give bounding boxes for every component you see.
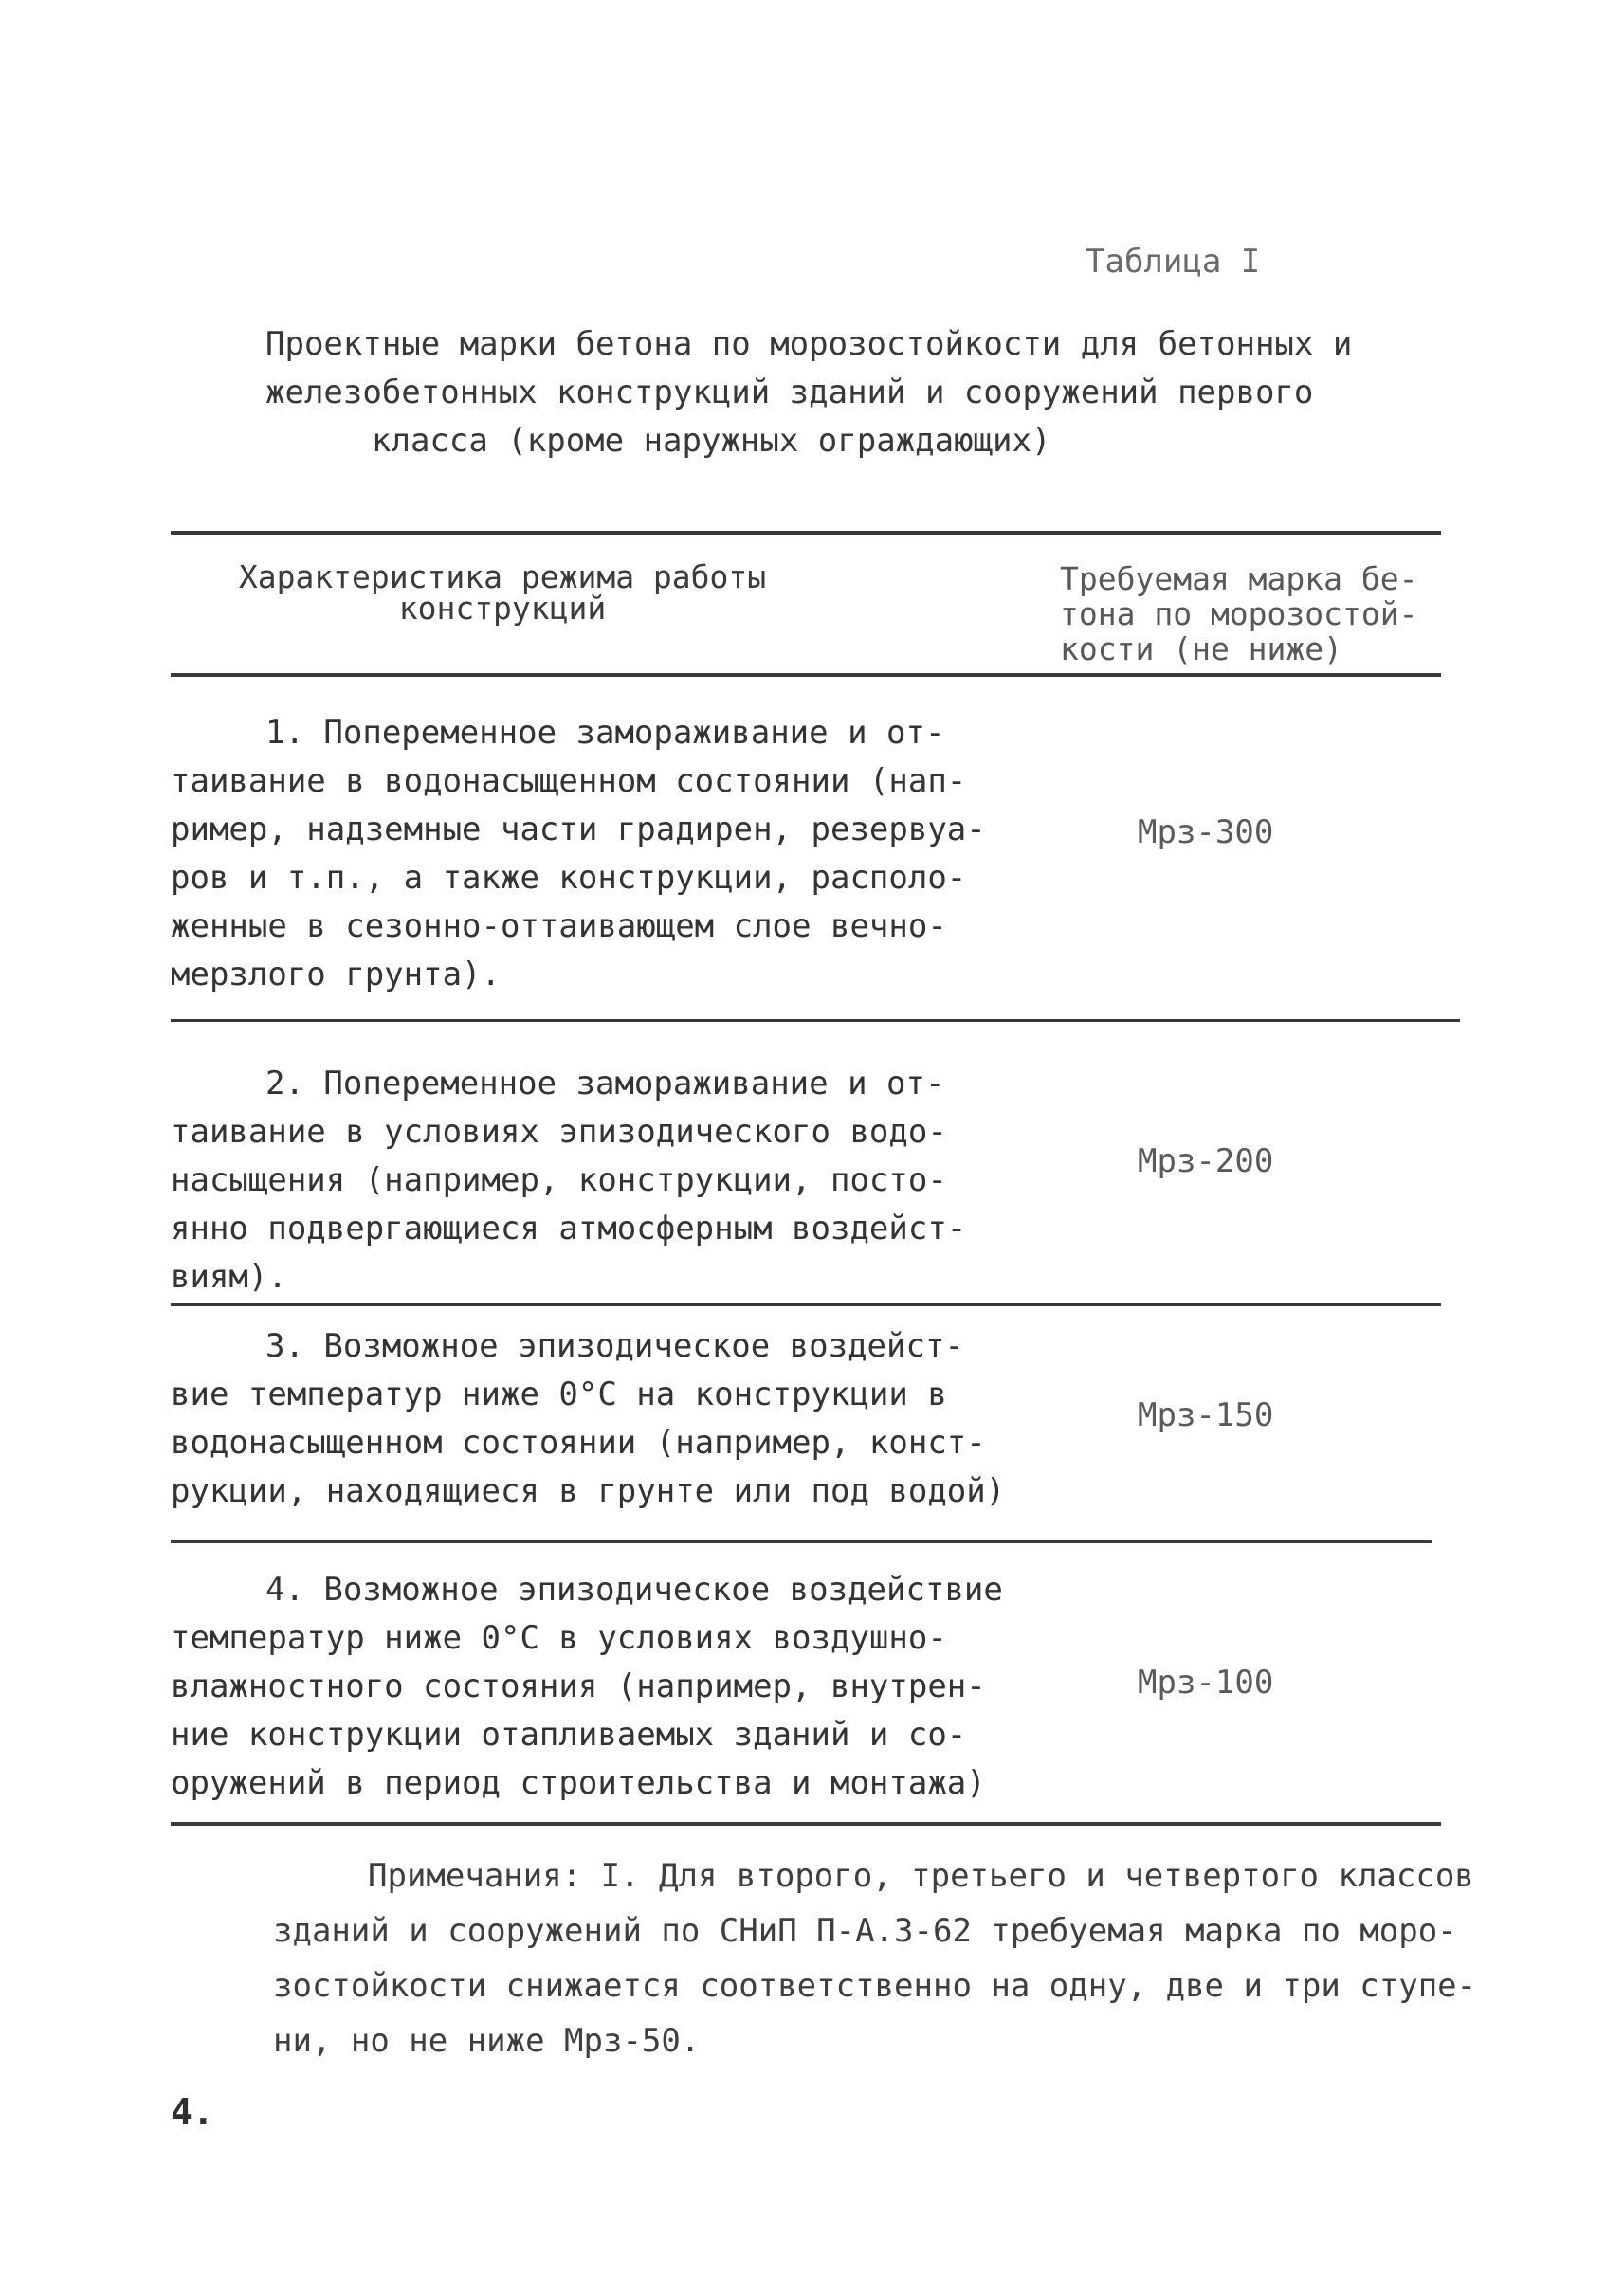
table-title <box>265 320 1352 465</box>
table-row: 2. Попеременное замораживание и от- таивание в условиях эпизодического водо- насыщения (например, конструкции, посто- янно подвергающиеся атмосферным воздейст- виям). <box>171 1065 967 1296</box>
column-header-characteristic: Характеристика режима работы конструкций <box>238 558 767 627</box>
table-row: 1. Попеременное замораживание и от- таивание в водонасыщенном состоянии (нап- ример, надземные части градирен, резервуа- ров и т.п., а также конструкции, располо- женные в сезонно-оттаивающем слое вечно- мерзлого грунта). <box>171 714 986 993</box>
table-bottom-rule <box>171 1822 1441 1826</box>
notes: Примечания: I. Для второго, третьего и четвертого классов зданий и сооружений по СНиП П-А.3-62 требуемая марка по моро- зостойкости снижается соответственно на одну, две и три ступе- ни, но не ниже Мрз-50. <box>273 1857 1477 2060</box>
column-header-required-grade: Требуемая марка бе- тона по морозостой- кости (не ниже) <box>1060 560 1418 667</box>
page-number: 4. <box>171 2091 214 2133</box>
grade-cell: Мрз-300 <box>1138 813 1274 851</box>
table-row: 4. Возможное эпизодическое воздействие температур ниже 0°С в условиях воздушно- влажностного состояния (например, внутрен- ние конструкции отапливаемых зданий и со- оружений в период строительства и монтажа) <box>171 1571 1003 1802</box>
title-line: железобетонных конструкций зданий и сооружений первого <box>265 373 1314 411</box>
row-divider <box>171 1303 1441 1306</box>
grade-cell: Мрз-150 <box>1138 1396 1274 1434</box>
grade-cell: Мрз-200 <box>1138 1142 1274 1180</box>
row-divider <box>171 1019 1460 1022</box>
title-line: класса (кроме наружных ограждающих) <box>372 422 1051 460</box>
table-top-rule <box>171 531 1441 535</box>
table-label: Таблица I <box>1086 243 1261 281</box>
row-divider <box>171 1540 1432 1543</box>
title-line: Проектные марки бетона по морозостойкости для бетонных и <box>265 325 1353 363</box>
header-bottom-rule <box>171 673 1441 677</box>
table-row: 3. Возможное эпизодическое воздейст- вие температур ниже 0°С на конструкции в водонасыщенном состоянии (например, конст- рукции, находящиеся в грунте или под водой) <box>171 1327 1006 1510</box>
grade-cell: Мрз-100 <box>1138 1664 1274 1702</box>
